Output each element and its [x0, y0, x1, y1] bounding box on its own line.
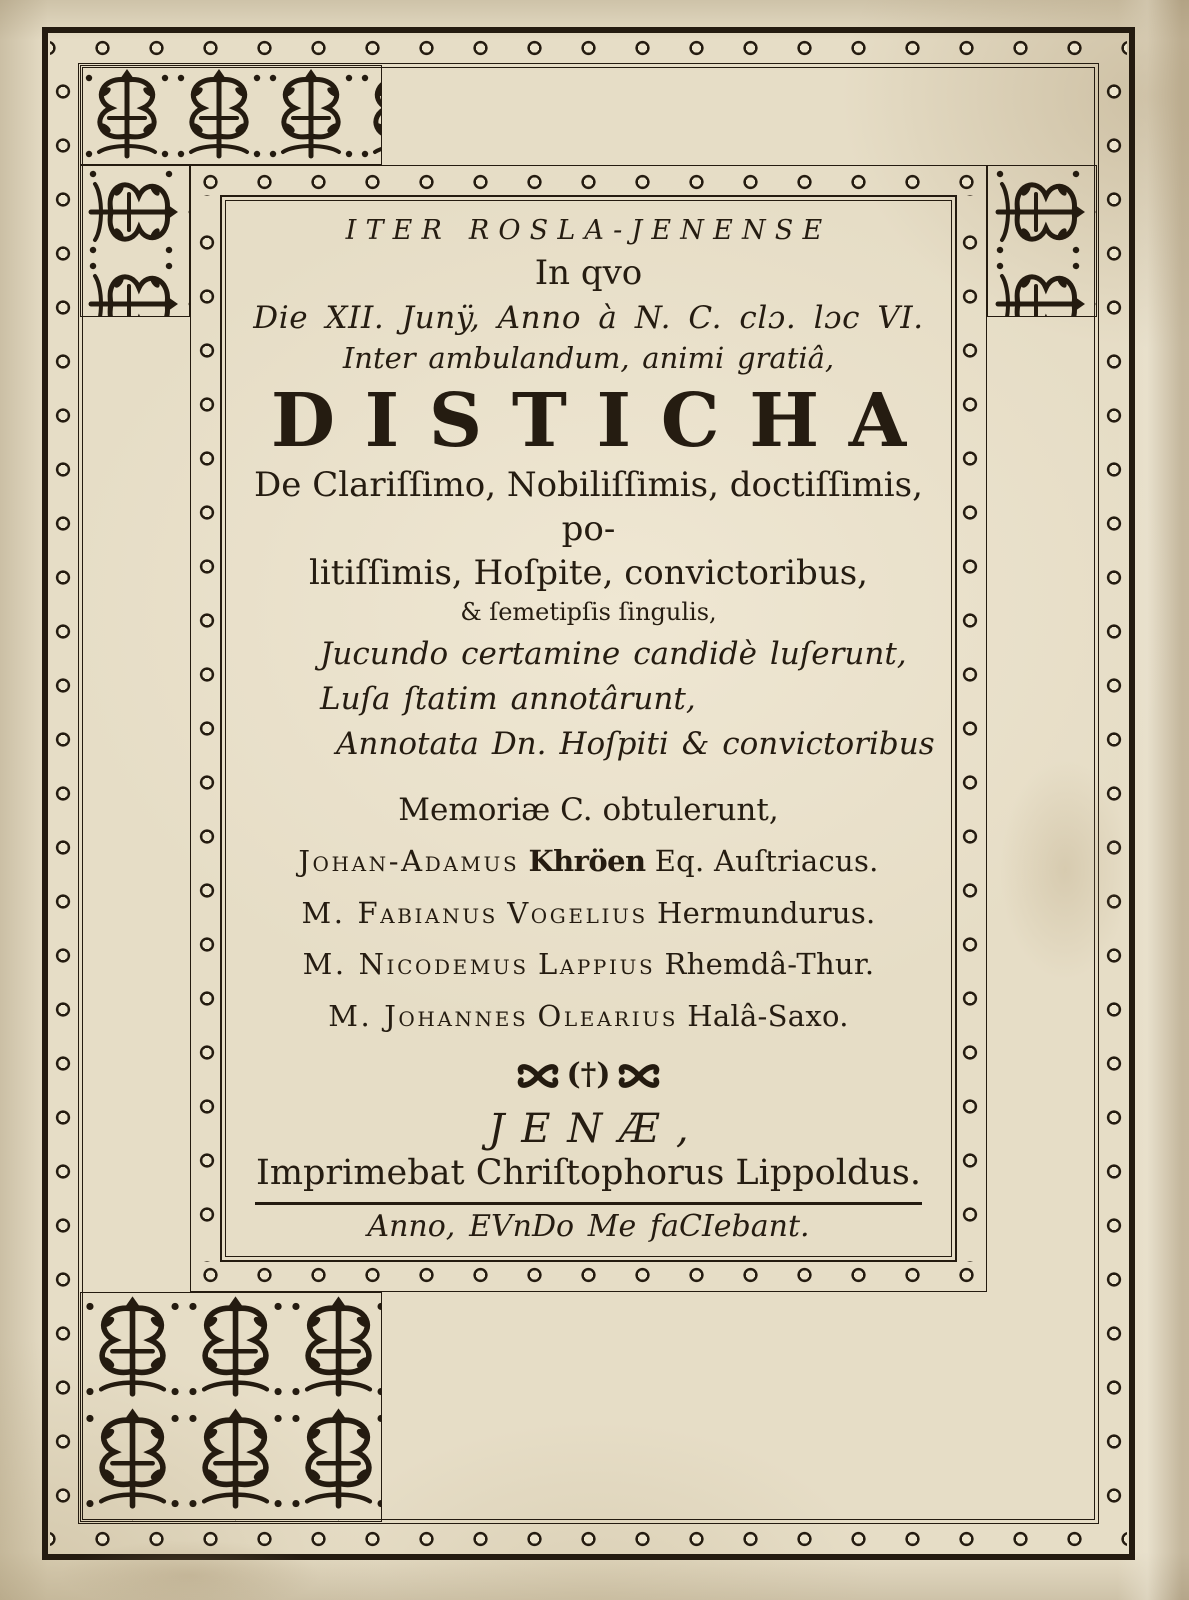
author-origin: Rhemdâ-Thur.	[664, 947, 875, 982]
author-origin: Hermundurus.	[656, 895, 876, 930]
date-line: Die XII. Junÿ, Anno à N. C. clɔ. lɔc VI.	[253, 300, 924, 337]
author-line-2	[226, 888, 951, 940]
imprint-divider	[255, 1202, 922, 1205]
arabesque-band-left-icon	[80, 165, 190, 317]
occasion-line: Inter ambulandum, animi gratiâ,	[342, 340, 835, 375]
dedication-line: Memoriæ C. obtulerunt,	[398, 792, 779, 829]
author-list	[226, 836, 951, 1042]
author-forename: M. Nicodemus	[302, 947, 529, 982]
verse-block	[226, 632, 951, 767]
author-forename: Johan-Adamus	[298, 843, 520, 878]
author-forename: M. Johannes	[328, 998, 529, 1033]
cross-ornament: (†)	[566, 1056, 611, 1092]
fleuron-ornament-row	[226, 1054, 951, 1098]
verse-line-3: Annotata Dn. Hoſpiti & convictoribus	[336, 726, 935, 763]
author-origin: Eq. Auſtriacus.	[654, 843, 879, 878]
subtitle-line-3: & ſemetipſis ſingulis,	[460, 597, 717, 626]
ring-row-right	[1101, 61, 1127, 1526]
arabesque-band-bottom-icon	[80, 1292, 382, 1522]
author-surname: Lappius	[537, 947, 656, 982]
woodcut-border-frame	[42, 27, 1135, 1560]
in-quo-line: In qvo	[534, 253, 643, 294]
imprint-printer: Imprimebat Chriſtophorus Lippoldus.	[256, 1153, 921, 1194]
main-title: DISTICHA	[270, 378, 936, 465]
author-origin: Halâ-Saxo.	[687, 998, 849, 1033]
author-line-1	[226, 836, 951, 888]
author-surname: Vogelius	[507, 895, 648, 930]
author-surname: Olearius	[537, 998, 679, 1033]
subtitle-line-1: De Clariſſimo, Nobiliſſimis, doctiſſimis, po-	[254, 465, 923, 550]
imprint-place: JENÆ,	[488, 1106, 706, 1153]
fleuron-left-icon	[514, 1056, 560, 1096]
series-title: ITER ROSLA-JENENSE	[345, 215, 832, 246]
author-surname: Khröen	[528, 843, 646, 878]
verse-line-2: Luſa ſtatim annotârunt,	[320, 681, 696, 718]
subtitle-line-2: litiſſimis, Hoſpite, convictoribus,	[309, 553, 868, 594]
chronogram-line: Anno, EVnDo Me faCIebant.	[367, 1209, 810, 1245]
ring-row-top	[50, 35, 1127, 61]
fleuron-right-icon	[617, 1056, 663, 1096]
arabesque-band-right-icon	[987, 165, 1097, 317]
ring-row-bottom	[50, 1526, 1127, 1552]
author-line-3	[226, 939, 951, 991]
verse-line-1: Jucundo certamine candidè luſerunt,	[320, 636, 907, 673]
text-panel-frame	[220, 195, 957, 1262]
ring-row-left	[50, 61, 76, 1526]
author-forename: M. Fabianus	[301, 895, 498, 930]
arabesque-band-top-icon	[80, 65, 382, 165]
author-line-4	[226, 991, 951, 1043]
title-page-text	[225, 200, 952, 1257]
